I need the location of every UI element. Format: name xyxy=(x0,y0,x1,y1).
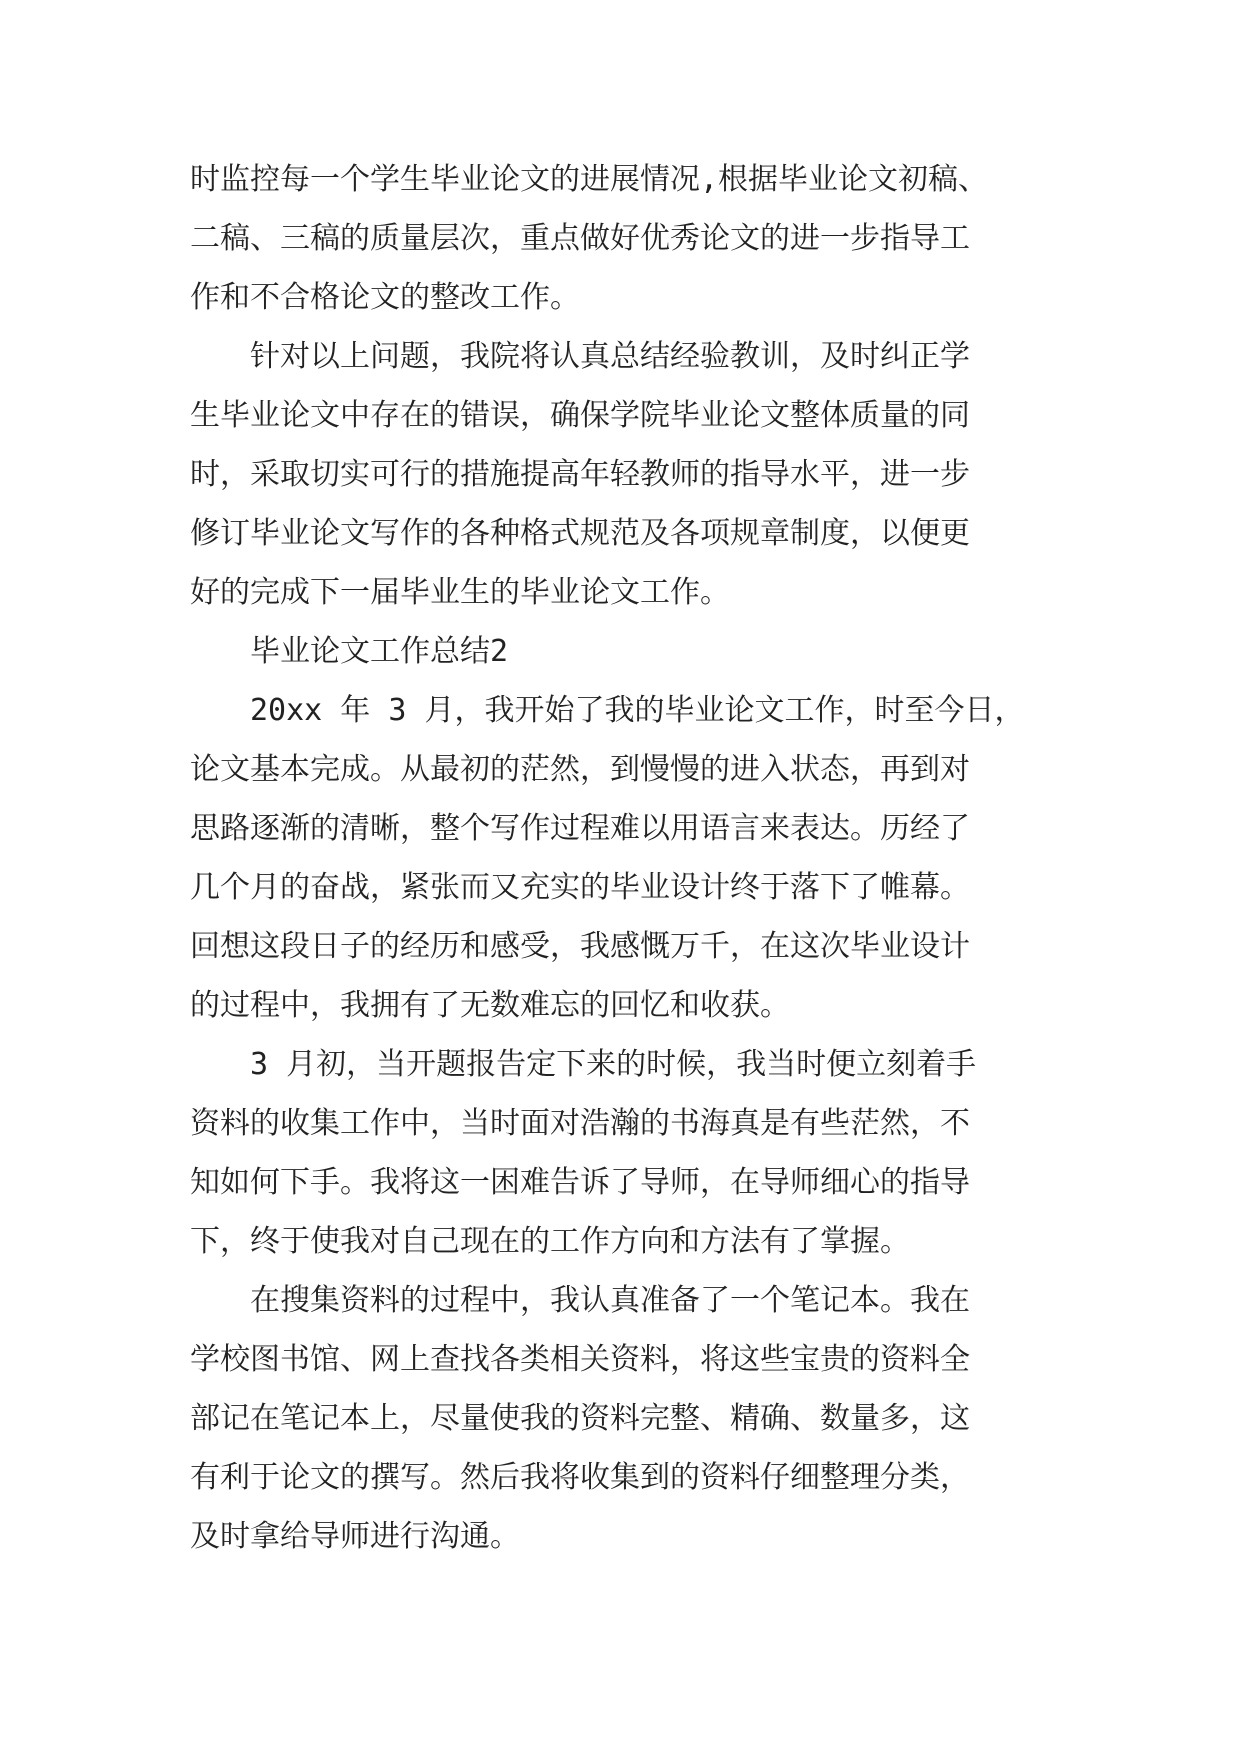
text-line: 时，采取切实可行的措施提高年轻教师的指导水平，进一步 xyxy=(190,457,970,492)
text-line: 3 月初，当开题报告定下来的时候，我当时便立刻着手 xyxy=(250,1047,977,1082)
text-line: 二稿、三稿的质量层次，重点做好优秀论文的进一步指导工 xyxy=(190,221,970,256)
text-line: 回想这段日子的经历和感受，我感慨万千，在这次毕业设计 xyxy=(190,929,970,964)
text-line: 在搜集资料的过程中，我认真准备了一个笔记本。我在 xyxy=(250,1283,970,1318)
text-line: 思路逐渐的清晰，整个写作过程难以用语言来表达。历经了 xyxy=(190,811,970,846)
text-line: 生毕业论文中存在的错误，确保学院毕业论文整体质量的同 xyxy=(190,398,970,433)
text-line: 资料的收集工作中，当时面对浩瀚的书海真是有些茫然，不 xyxy=(190,1106,970,1141)
text-line: 修订毕业论文写作的各种格式规范及各项规章制度，以便更 xyxy=(190,516,970,551)
text-line: 及时拿给导师进行沟通。 xyxy=(190,1519,520,1554)
text-line: 的过程中，我拥有了无数难忘的回忆和收获。 xyxy=(190,988,790,1023)
text-line: 时监控每一个学生毕业论文的进展情况,根据毕业论文初稿、 xyxy=(190,162,989,197)
text-line: 作和不合格论文的整改工作。 xyxy=(190,280,580,315)
text-line: 下，终于使我对自己现在的工作方向和方法有了掌握。 xyxy=(190,1224,910,1259)
text-line: 几个月的奋战，紧张而又充实的毕业设计终于落下了帷幕。 xyxy=(190,870,970,905)
text-line: 针对以上问题，我院将认真总结经验教训，及时纠正学 xyxy=(250,339,970,374)
text-line: 学校图书馆、网上查找各类相关资料，将这些宝贵的资料全 xyxy=(190,1342,970,1377)
section-heading: 毕业论文工作总结2 xyxy=(250,634,509,669)
document-body xyxy=(190,150,1090,1566)
text-line: 20xx 年 3 月，我开始了我的毕业论文工作，时至今日， xyxy=(250,693,1025,728)
text-line: 有利于论文的撰写。然后我将收集到的资料仔细整理分类， xyxy=(190,1460,970,1495)
text-line: 好的完成下一届毕业生的毕业论文工作。 xyxy=(190,575,730,610)
text-line: 论文基本完成。从最初的茫然，到慢慢的进入状态，再到对 xyxy=(190,752,970,787)
text-line: 知如何下手。我将这一困难告诉了导师，在导师细心的指导 xyxy=(190,1165,970,1200)
text-line: 部记在笔记本上，尽量使我的资料完整、精确、数量多，这 xyxy=(190,1401,970,1436)
